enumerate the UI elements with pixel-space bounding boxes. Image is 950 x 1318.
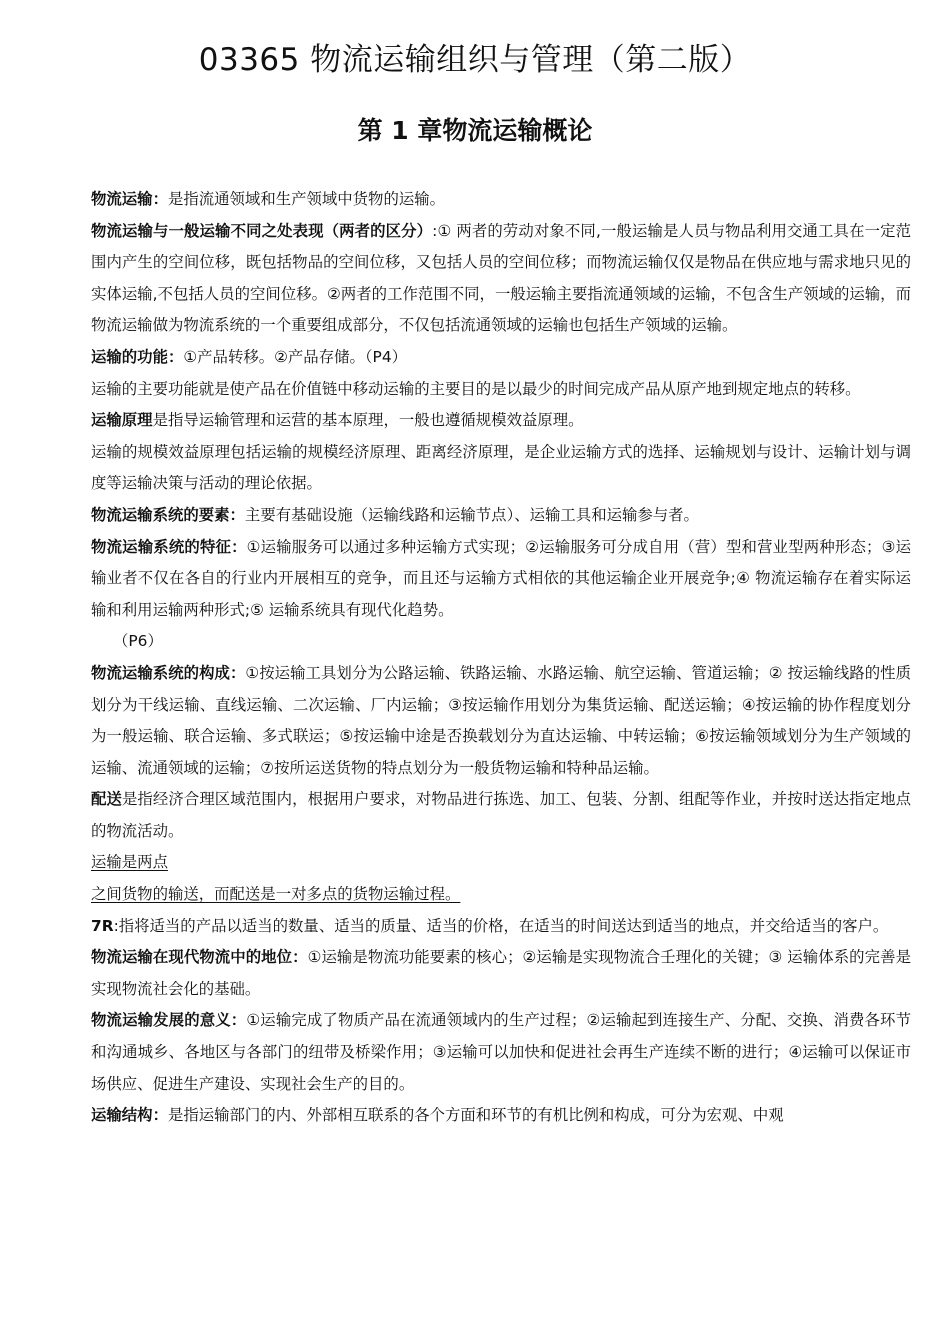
term-label: 配送 bbox=[91, 790, 122, 809]
paragraph-system-features bbox=[91, 532, 911, 627]
paragraph-text: 之间货物的输送，而配送是一对多点的货物运输过程。 bbox=[91, 885, 461, 904]
paragraph-underlined-line-2 bbox=[91, 879, 911, 911]
term-label: 物流运输与一般运输不同之处表现（两者的区分） bbox=[91, 221, 433, 240]
term-label: 物流运输系统的构成： bbox=[91, 663, 246, 682]
paragraph-distribution bbox=[91, 784, 911, 847]
paragraph-principle bbox=[91, 405, 911, 437]
paragraph-text: 是指经济合理区域范围内，根据用户要求，对物品进行拣选、加工、包装、分割、组配等作业，并按时送达指定地点的物流活动。 bbox=[91, 790, 911, 840]
paragraph-text: ①运输是物流功能要素的核心；②运输是实现物流合壬理化的关键；③ 运输体系的完善是实现物流社会化的基础。 bbox=[91, 948, 911, 998]
paragraph-text: ①运输完成了物质产品在流通领域内的生产过程；②运输起到连接生产、分配、交换、消费各环节和沟通城乡、各地区与各部门的纽带及桥梁作用；③运输可以加快和促进社会再生产连续不断的进行；④运输可以保证市场供应、促进生产建设、实现社会生产的目的。 bbox=[91, 1011, 911, 1093]
paragraph-text: 运输的主要功能就是使产品在价值链中移动运输的主要目的是以最少的时间完成产品从原产地到规定地点的转移。 bbox=[91, 379, 861, 398]
paragraph-functions bbox=[91, 342, 911, 374]
paragraph-system-elements bbox=[91, 500, 911, 532]
paragraph-text: ①按运输工具划分为公路运输、铁路运输、水路运输、航空运输、管道运输；② 按运输线路的性质划分为干线运输、直线运输、二次运输、厂内运输；③按运输作用划分为集货运输、配送运输；④按运输的协作程度划分为一般运输、联合运输、多式联运；⑤按运输中途是否换载划分为直达运输、中转运输；⑥按运输领域划分为生产领域的运输、流通领域的运输；⑦按所运送货物的特点划分为一般货物运输和特种品运输。 bbox=[91, 663, 911, 777]
paragraph-logistics-transport bbox=[91, 184, 911, 216]
term-label: 物流运输发展的意义： bbox=[91, 1011, 247, 1030]
document-title: 03365 物流运输组织与管理（第二版） bbox=[198, 42, 752, 78]
term-label: 运输原理 bbox=[91, 411, 153, 430]
paragraph-status bbox=[91, 942, 911, 1005]
paragraph-difference bbox=[91, 216, 911, 342]
term-label: 物流运输系统的特征： bbox=[91, 537, 247, 556]
paragraph-text: ①产品转移。②产品存储。（P4） bbox=[183, 347, 408, 366]
paragraph-text: 是指导运输管理和运营的基本原理，一般也遵循规模效益原理。 bbox=[152, 411, 584, 430]
chapter-title: 第 1 章物流运输概论 bbox=[357, 116, 593, 145]
paragraph-text: 运输的规模效益原理包括运输的规模经济原理、距离经济原理，是企业运输方式的选择、运输规划与设计、运输计划与调度等运输决策与活动的理论依据。 bbox=[91, 442, 911, 493]
paragraph-text: :指将适当的产品以适当的数量、适当的质量、适当的价格，在适当的时间送达到适当的地点，并交给适当的客户。 bbox=[113, 916, 889, 935]
paragraph-structure bbox=[91, 1100, 911, 1132]
term-label: 物流运输在现代物流中的地位： bbox=[91, 948, 308, 967]
term-label: 物流运输系统的要素： bbox=[91, 505, 245, 524]
paragraph-text: （P6） bbox=[113, 632, 163, 651]
paragraph-system-composition bbox=[91, 658, 911, 784]
paragraph-text: 是指运输部门的内、外部相互联系的各个方面和环节的有机比例和构成，可分为宏观、中观 bbox=[167, 1106, 784, 1125]
document-body bbox=[91, 184, 911, 1132]
paragraph-7r bbox=[91, 911, 911, 943]
paragraph-significance bbox=[91, 1005, 911, 1100]
term-label: 物流运输： bbox=[91, 190, 168, 208]
paragraph-text: :① 两者的劳动对象不同,一般运输是人员与物品利用交通工具在一定范围内产生的空间位移，既包括物品的空间位移，又包括人员的空间位移；而物流运输仅仅是物品在供应地与需求地只见的实体运输,不包括人员的空间位移。②两者的工作范围不同，一般运输主要指流通领域的运输，不包含生产领域的运输，而物流运输做为物流系统的一个重要组成部分，不仅包括流通领域的运输也包括生产领域的运输。 bbox=[91, 221, 911, 335]
paragraph-text: ①运输服务可以通过多种运输方式实现；②运输服务可分成自用（营）型和营业型两种形态；③运输业者不仅在各自的行业内开展相互的竞争，而且还与运输方式相依的其他运输企业开展竞争;④ 物流运输存在着实际运输和利用运输两种形式;⑤ 运输系统具有现代化趋势。 bbox=[91, 537, 911, 619]
term-label: 运输结构： bbox=[91, 1106, 168, 1125]
paragraph-main-function bbox=[91, 374, 911, 406]
term-label: 7R bbox=[91, 916, 114, 935]
page-reference bbox=[91, 626, 911, 658]
paragraph-underlined-line-1 bbox=[91, 847, 911, 879]
paragraph-text: 运输是两点 bbox=[91, 853, 168, 872]
term-label: 运输的功能： bbox=[91, 347, 184, 366]
paragraph-scale-principle bbox=[91, 437, 911, 500]
paragraph-text: 主要有基础设施（运输线路和运输节点）、运输工具和运输参与者。 bbox=[244, 505, 699, 524]
paragraph-text: 是指流通领域和生产领域中货物的运输。 bbox=[167, 190, 446, 208]
